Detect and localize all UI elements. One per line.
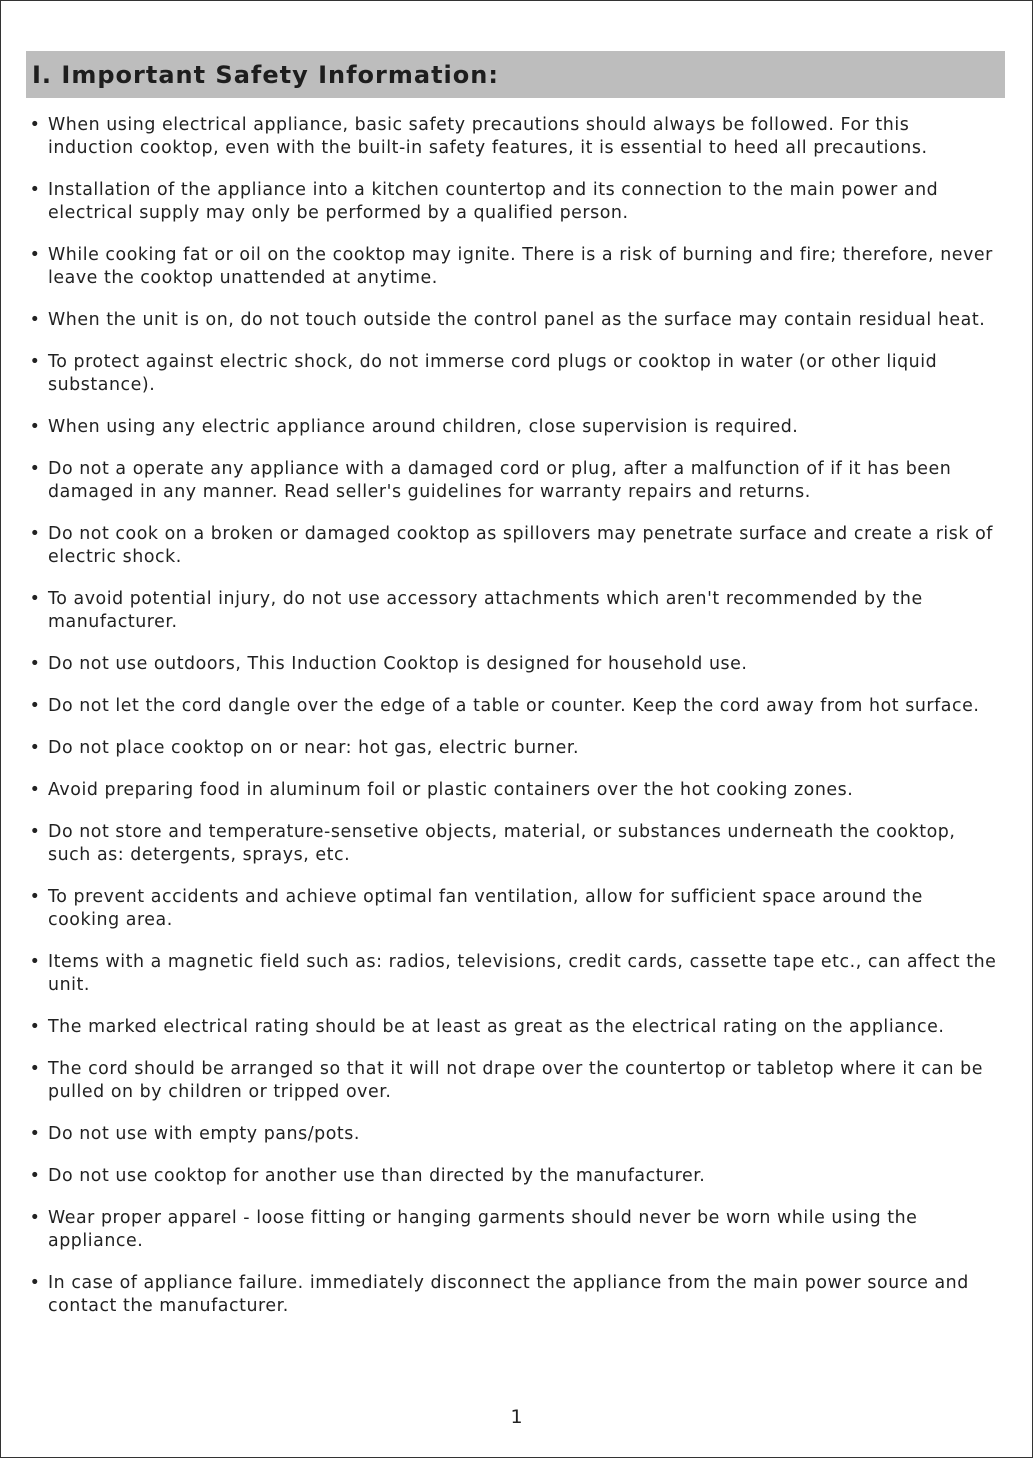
safety-item-text: Do not a operate any appliance with a damaged cord or plug, after a malfunction of if it has been damaged in any manner. Read seller's guidelines for warranty repairs and returns. (48, 459, 952, 502)
bullet-icon: • (29, 115, 41, 135)
safety-item-text: When the unit is on, do not touch outside the control panel as the surface may contain residual heat. (48, 310, 986, 330)
safety-item (28, 1016, 998, 1039)
safety-item-text: Installation of the appliance into a kitchen countertop and its connection to the main power and electrical supply may only be performed by a qualified person. (48, 180, 939, 223)
safety-item-text: Do not place cooktop on or near: hot gas, electric burner. (48, 738, 580, 758)
safety-item-text: The marked electrical rating should be at least as great as the electrical rating on the appliance. (48, 1017, 945, 1037)
safety-item-text: When using electrical appliance, basic safety precautions should always be followed. For this induction cooktop, even with the built-in safety features, it is essential to heed all precautions. (48, 115, 928, 158)
safety-item (28, 886, 998, 932)
safety-item-text: Do not store and temperature-sensetive objects, material, or substances underneath the cooktop, such as: detergents, sprays, etc. (48, 822, 956, 865)
bullet-icon: • (29, 180, 41, 200)
section-header (26, 51, 1005, 98)
safety-item-text: Do not cook on a broken or damaged cooktop as spillovers may penetrate surface and create a risk of electric shock. (48, 524, 993, 567)
safety-item (28, 737, 998, 760)
safety-item-text: To prevent accidents and achieve optimal fan ventilation, allow for sufficient space around the cooking area. (48, 887, 923, 930)
safety-item-text: Wear proper apparel - loose fitting or hanging garments should never be worn while using the appliance. (48, 1208, 918, 1251)
page-number: 1 (510, 1406, 523, 1428)
section-title: I. Important Safety Information: (32, 60, 499, 89)
safety-item (28, 114, 998, 160)
safety-item-text: Do not use outdoors, This Induction Cooktop is designed for household use. (48, 654, 748, 674)
bullet-icon: • (29, 822, 41, 842)
safety-item (28, 588, 998, 634)
safety-item (28, 523, 998, 569)
safety-item-text: The cord should be arranged so that it will not drape over the countertop or tabletop where it can be pulled on by children or tripped over. (48, 1059, 984, 1102)
safety-item (28, 1058, 998, 1104)
safety-item-text: When using any electric appliance around children, close supervision is required. (48, 417, 799, 437)
bullet-icon: • (29, 1124, 41, 1144)
bullet-icon: • (29, 887, 41, 907)
bullet-icon: • (29, 1017, 41, 1037)
safety-item (28, 653, 998, 676)
bullet-icon: • (29, 589, 41, 609)
bullet-icon: • (29, 310, 41, 330)
safety-item (28, 416, 998, 439)
bullet-icon: • (29, 654, 41, 674)
safety-item (28, 951, 998, 997)
safety-bullet-list (28, 114, 998, 1337)
bullet-icon: • (29, 1166, 41, 1186)
safety-item (28, 309, 998, 332)
safety-item (28, 458, 998, 504)
safety-item (28, 1123, 998, 1146)
safety-item (28, 695, 998, 718)
safety-item-text: To protect against electric shock, do not immerse cord plugs or cooktop in water (or other liquid substance). (48, 352, 938, 395)
safety-item (28, 1272, 998, 1318)
safety-item (28, 1207, 998, 1253)
bullet-icon: • (29, 696, 41, 716)
safety-item-text: To avoid potential injury, do not use accessory attachments which aren't recommended by the manufacturer. (48, 589, 923, 632)
safety-item (28, 779, 998, 802)
safety-item-text: Do not use with empty pans/pots. (48, 1124, 360, 1144)
bullet-icon: • (29, 1059, 41, 1079)
safety-item (28, 821, 998, 867)
bullet-icon: • (29, 352, 41, 372)
bullet-icon: • (29, 952, 41, 972)
safety-item (28, 244, 998, 290)
safety-item-text: Items with a magnetic field such as: radios, televisions, credit cards, cassette tape etc., can affect the unit. (48, 952, 997, 995)
bullet-icon: • (29, 417, 41, 437)
safety-item (28, 351, 998, 397)
safety-item (28, 1165, 998, 1188)
bullet-icon: • (29, 524, 41, 544)
bullet-icon: • (29, 1273, 41, 1293)
safety-item (28, 179, 998, 225)
bullet-icon: • (29, 459, 41, 479)
safety-item-text: While cooking fat or oil on the cooktop may ignite. There is a risk of burning and fire; therefore, never leave the cooktop unattended at anytime. (48, 245, 993, 288)
bullet-icon: • (29, 1208, 41, 1228)
safety-item-text: Do not use cooktop for another use than directed by the manufacturer. (48, 1166, 706, 1186)
bullet-icon: • (29, 245, 41, 265)
bullet-icon: • (29, 738, 41, 758)
safety-item-text: Do not let the cord dangle over the edge of a table or counter. Keep the cord away from hot surface. (48, 696, 980, 716)
bullet-icon: • (29, 780, 41, 800)
safety-item-text: In case of appliance failure. immediately disconnect the appliance from the main power source and contact the manufacturer. (48, 1273, 969, 1316)
safety-item-text: Avoid preparing food in aluminum foil or plastic containers over the hot cooking zones. (48, 780, 854, 800)
